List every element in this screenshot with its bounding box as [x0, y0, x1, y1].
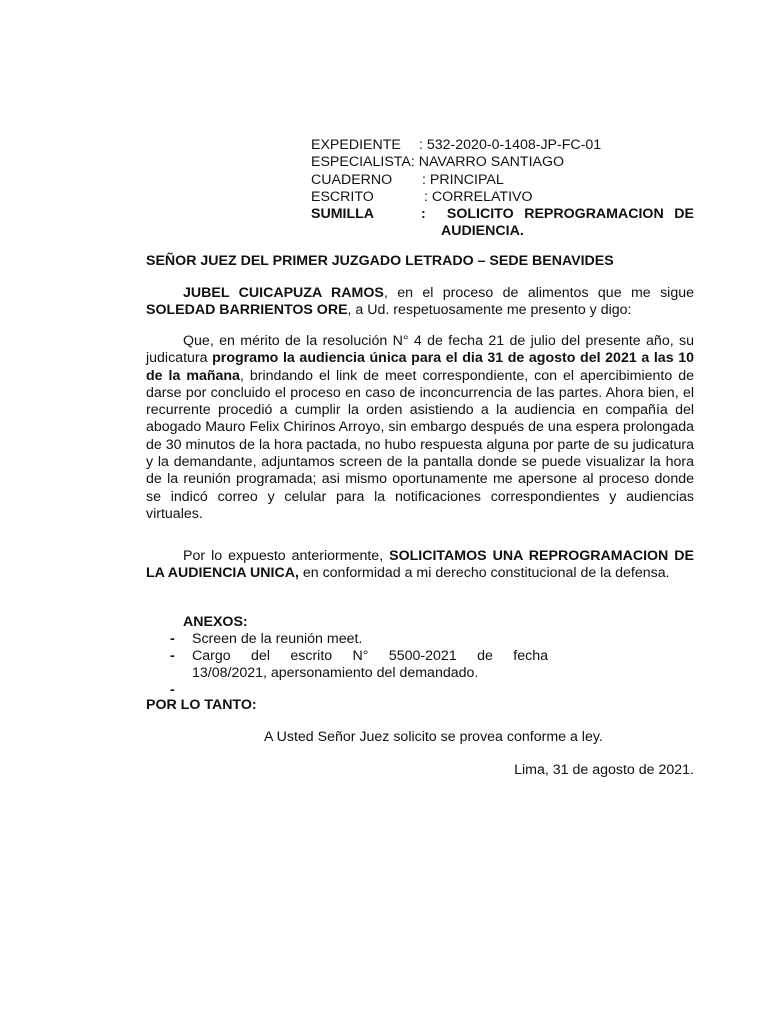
- body-paragraph-2: [146, 548, 694, 583]
- document-date: Lima, 31 de agosto de 2021.: [514, 762, 694, 778]
- closing-request: A Usted Señor Juez solicito se provea conforme a ley.: [264, 729, 603, 745]
- cuaderno-value: : PRINCIPAL: [422, 171, 504, 188]
- sumilla-row: [311, 206, 694, 223]
- anexo-text-continuation: 13/08/2021, apersonamiento del demandado.: [192, 665, 479, 681]
- intro-text-2: , a Ud. respetuosamente me presento y digo:: [347, 302, 632, 319]
- cuaderno-label: CUADERNO: [311, 171, 393, 188]
- body1-hearing-date: programo la audiencia única para el dia 31 de agosto del 2021 a las 10 de la mañana: [146, 350, 694, 384]
- body2-text-2: en conformidad a mi derecho constitucional de la defensa.: [298, 565, 670, 582]
- expediente-value: : 532-2020-0-1408-JP-FC-01: [419, 137, 602, 153]
- addressee-heading: SEÑOR JUEZ DEL PRIMER JUZGADO LETRADO – SEDE BENAVIDES: [146, 253, 614, 269]
- petitioner-name: JUBEL CUICAPUZA RAMOS: [183, 285, 384, 301]
- anexo-text: Screen de la reunión meet.: [192, 631, 363, 647]
- expediente-label: EXPEDIENTE: [311, 137, 401, 153]
- anexo-item: [170, 648, 548, 665]
- body-paragraph-1: [146, 333, 694, 523]
- expediente-row: [311, 137, 694, 154]
- sumilla-value-line1: : SOLICITO REPROGRAMACION DE: [421, 206, 694, 223]
- body1-text-1: Que, en mérito de la resolución N° 4 de fecha 21 de julio del presente año, su judicatura: [146, 333, 694, 367]
- anexos-title: ANEXOS:: [183, 614, 248, 630]
- anexo-item: [170, 631, 548, 648]
- escrito-value: : CORRELATIVO: [424, 188, 533, 205]
- especialista-row: [311, 154, 694, 171]
- sumilla-value-line2: AUDIENCIA.: [441, 223, 524, 240]
- anexo-empty-dash: -: [170, 682, 175, 698]
- body1-text-2: , brindando el link de meet correspondiente, con el apercibimiento de darse por concluido el proceso en caso de inconcurrencia de las partes. Ahora bien, el recurrente procedió a cumplir la orden asistiendo a la audiencia en compañía del abogado Mauro Felix Chirinos Arroyo, sin embargo después de una espera prolongada de 30 minutos de la hora pactada, no hubo respuesta alguna por parte de su judicatura y la demandante, adjuntamos screen de la pantalla donde se puede visualizar la hora de la reunión programada; asi mismo oportunamente me apersone al proceso donde se indicó correo y celular para la notificaciones correspondientes y audiencias virtuales.: [146, 367, 694, 522]
- anexo-dash: -: [170, 631, 175, 647]
- case-header: [311, 137, 694, 241]
- sumilla-label: SUMILLA: [311, 206, 375, 223]
- por-lo-tanto-heading: POR LO TANTO:: [146, 697, 257, 713]
- intro-text-1: , en el proceso de alimentos que me sigue: [383, 285, 694, 301]
- cuaderno-row: [311, 172, 694, 189]
- anexo-text: Cargo del escrito N° 5500-2021 de fecha: [192, 648, 548, 664]
- body2-request: SOLICITAMOS UNA REPROGRAMACION DE LA AUDIENCIA UNICA,: [146, 548, 694, 582]
- escrito-row: [311, 189, 694, 206]
- especialista-label: ESPECIALISTA: [311, 154, 411, 171]
- anexo-dash: -: [170, 648, 175, 664]
- escrito-label: ESCRITO: [311, 188, 374, 205]
- respondent-name: SOLEDAD BARRIENTOS ORE: [146, 302, 348, 319]
- intro-paragraph: [146, 285, 694, 320]
- especialista-value: : NAVARRO SANTIAGO: [410, 154, 565, 171]
- body2-text-1: Por lo expuesto anteriormente,: [183, 548, 390, 564]
